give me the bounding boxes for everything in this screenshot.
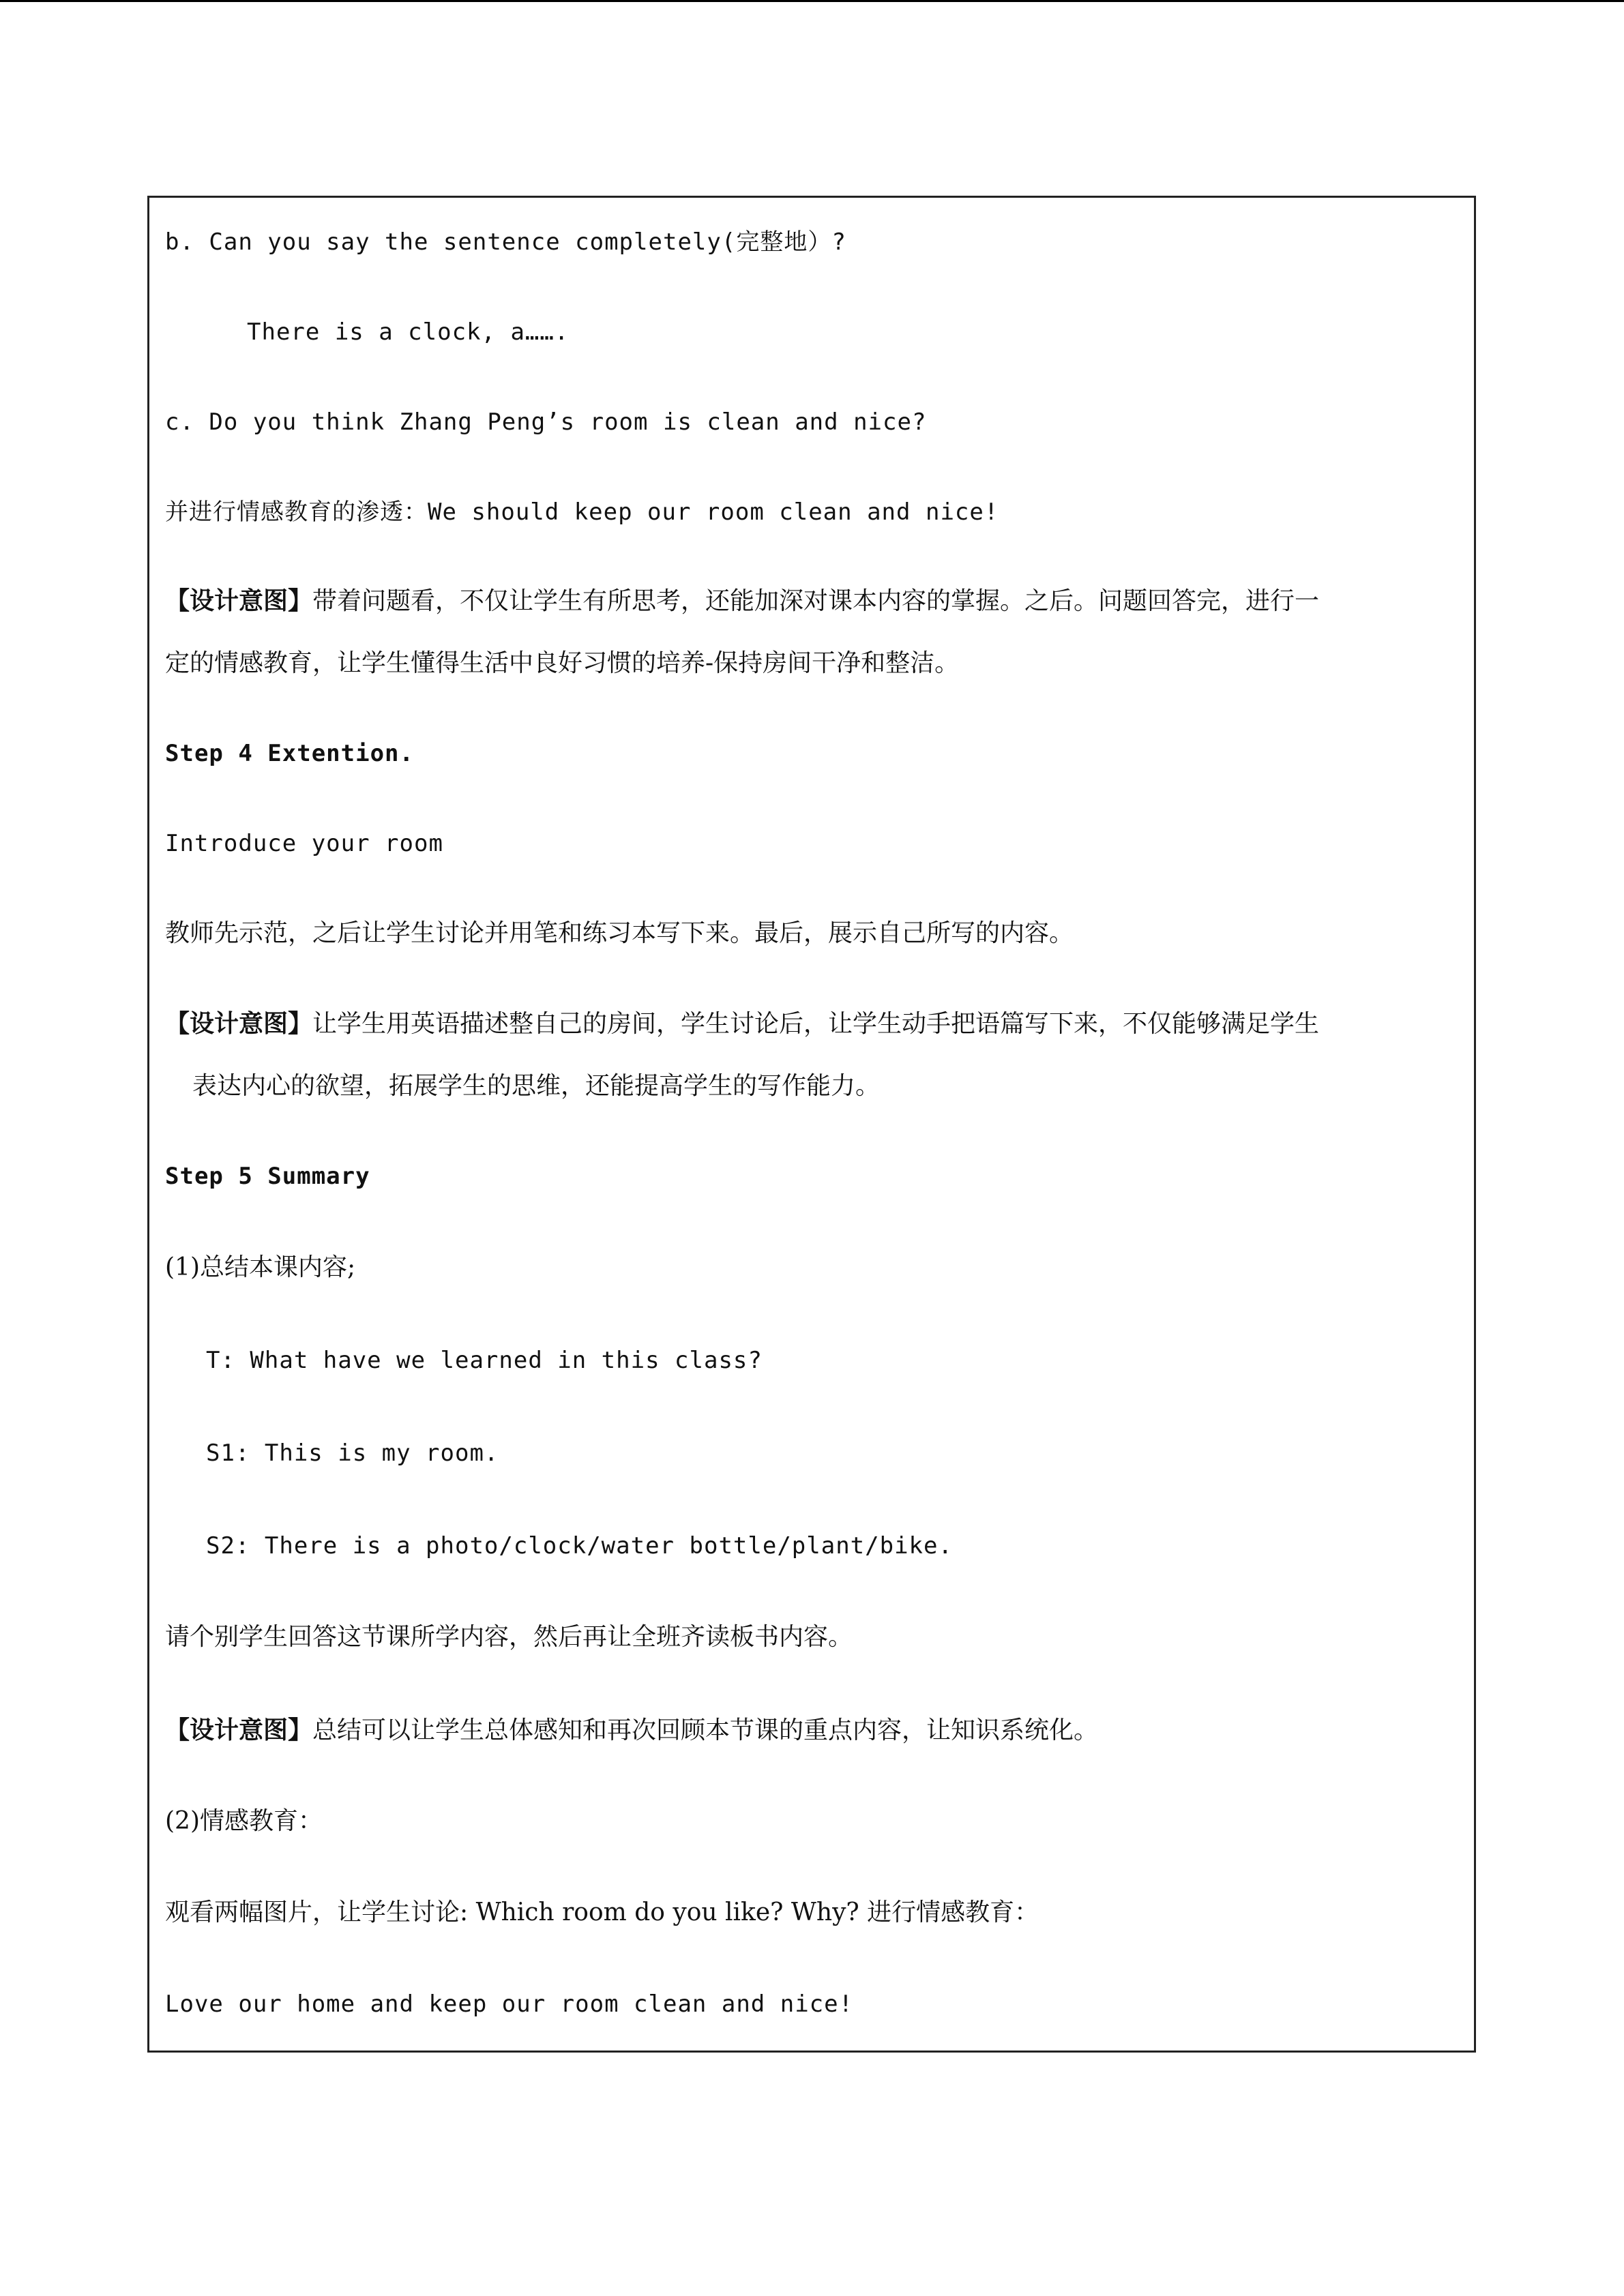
step-4-heading: Step 4 Extention. — [165, 740, 414, 767]
design-intent-1-line-2: 定的情感教育，让学生懂得生活中良好习惯的培养-保持房间干净和整洁。 — [165, 649, 960, 677]
student-1-answer: S1: This is my room. — [206, 1440, 499, 1467]
design-intent-text: 让学生用英语描述整自己的房间，学生讨论后，让学生动手把语篇写下来，不仅能够满足学生 — [312, 1010, 1320, 1038]
watch-pictures: 观看两幅图片，让学生讨论: Which room do you like? Why? 进行情感教育： — [165, 1898, 1039, 1926]
design-intent-3 — [165, 1715, 1098, 1746]
lesson-plan-box — [147, 196, 1476, 2053]
introduce-room: Introduce your room — [165, 830, 443, 857]
step-5-heading: Step 5 Summary — [165, 1163, 370, 1190]
example-sentence: There is a clock, a……. — [247, 318, 570, 346]
design-intent-label: 【设计意图】 — [165, 586, 313, 615]
design-intent-2-line-2: 表达内心的欲望，拓展学生的思维，还能提高学生的写作能力。 — [192, 1072, 881, 1100]
question-c: c. Do you think Zhang Peng’s room is clean and nice? — [165, 408, 927, 436]
ask-students: 请个别学生回答这节课所学内容，然后再让全班齐读板书内容。 — [165, 1623, 853, 1651]
closing-sentence: Love our home and keep our room clean and nice! — [165, 1991, 854, 2018]
question-b: b. Can you say the sentence completely(完整地）? — [165, 228, 846, 256]
emotion-intro: 并进行情感教育的渗透：We should keep our room clean and nice! — [165, 498, 999, 526]
summary-point-2: (2)情感教育： — [165, 1807, 323, 1835]
summary-point-1: (1)总结本课内容; — [165, 1253, 356, 1281]
design-intent-text: 总结可以让学生总体感知和再次回顾本节课的重点内容，让知识系统化。 — [312, 1716, 1099, 1744]
design-intent-1-line-1 — [165, 586, 1319, 616]
design-intent-text: 带着问题看，不仅让学生有所思考，还能加深对课本内容的掌握。之后。问题回答完，进行一 — [312, 587, 1320, 615]
top-rule — [0, 0, 1624, 2]
teacher-question: T: What have we learned in this class? — [206, 1347, 763, 1374]
teacher-demo: 教师先示范，之后让学生讨论并用笔和练习本写下来。最后，展示自己所写的内容。 — [165, 919, 1074, 947]
design-intent-2-line-1 — [165, 1009, 1319, 1039]
student-2-answer: S2: There is a photo/clock/water bottle/plant/bike. — [206, 1532, 953, 1560]
design-intent-label: 【设计意图】 — [165, 1009, 313, 1038]
design-intent-label: 【设计意图】 — [165, 1716, 313, 1744]
